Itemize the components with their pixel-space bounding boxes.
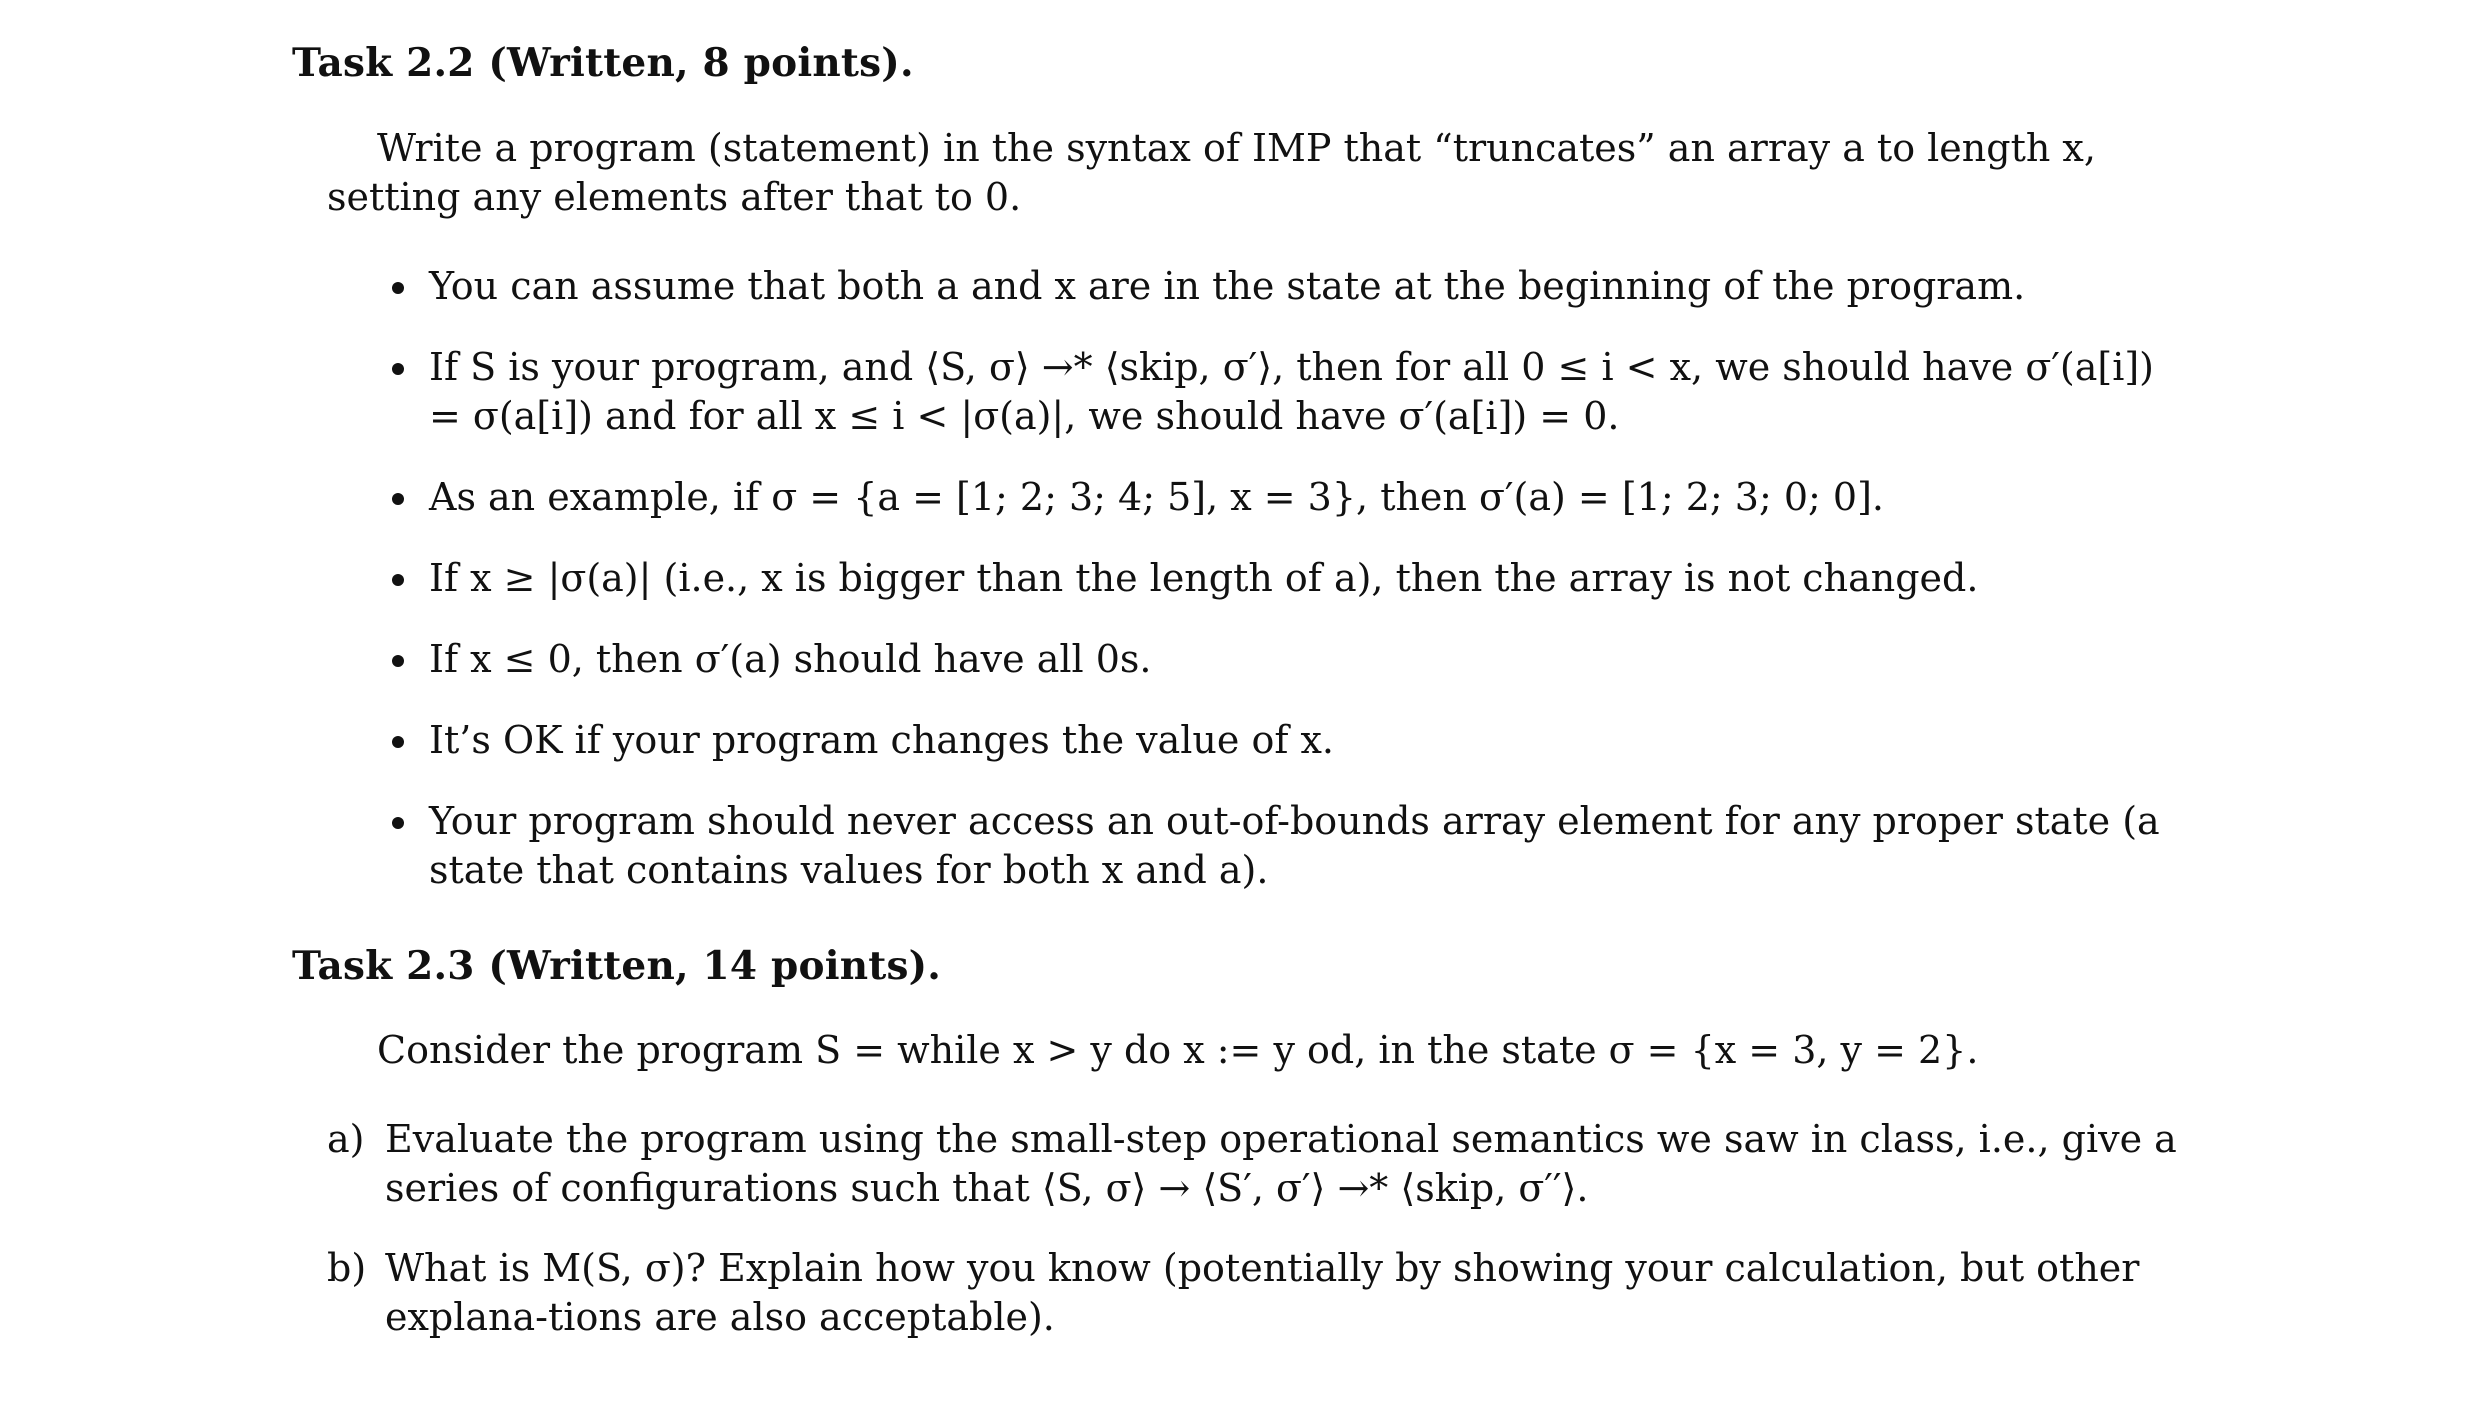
- bullet-icon: [392, 655, 404, 667]
- task-2-3-heading: Task 2.3 (Written, 14 points).: [292, 943, 942, 989]
- bullet-text: It’s OK if your program changes the value of x.: [429, 718, 1334, 762]
- bullet-text: If x ≥ |σ(a)| (i.e., x is bigger than the length of a), then the array is not changed.: [429, 556, 1979, 600]
- bullet-text: If x ≤ 0, then σ′(a) should have all 0s.: [429, 637, 1152, 681]
- task-2-2-requirements: [392, 262, 2187, 927]
- list-item: [392, 554, 2187, 603]
- bullet-text: If S is your program, and ⟨S, σ⟩ →* ⟨skip, σ′⟩, then for all 0 ≤ i < x, we should have σ′(a[i]) = σ(a[i]) and for all x ≤ i < |σ(a)|, we should have σ′(a[i]) = 0.: [429, 345, 2155, 438]
- list-item: [392, 262, 2187, 311]
- bullet-icon: [392, 817, 404, 829]
- bullet-icon: [392, 282, 404, 294]
- task-2-2-intro: Write a program (statement) in the syntax of IMP that “truncates” an array a to length x, setting any elements after that to 0.: [327, 126, 2096, 219]
- part-text: Evaluate the program using the small-step operational semantics we saw in class, i.e., give a series of configurations such that ⟨S, σ⟩ → ⟨S′, σ′⟩ →* ⟨skip, σ′′⟩.: [385, 1117, 2177, 1210]
- list-item: [392, 797, 2187, 895]
- task-2-3-intro: Consider the program S = while x > y do x := y od, in the state σ = {x = 3, y = 2}.: [377, 1028, 1979, 1072]
- part-text: What is M(S, σ)? Explain how you know (potentially by showing your calculation, but other explana-tions are also acceptable).: [385, 1246, 2140, 1339]
- bullet-icon: [392, 736, 404, 748]
- part-label: b): [327, 1246, 367, 1290]
- list-item: [392, 343, 2187, 441]
- bullet-icon: [392, 363, 404, 375]
- list-item: [392, 473, 2187, 522]
- task-2-2-heading: Task 2.2 (Written, 8 points).: [292, 40, 914, 86]
- bullet-icon: [392, 574, 404, 586]
- list-item: [392, 635, 2187, 684]
- bullet-text: Your program should never access an out-of-bounds array element for any proper state (a state that contains values for both x and a).: [429, 799, 2160, 892]
- part-label: a): [327, 1117, 365, 1161]
- bullet-text: You can assume that both a and x are in the state at the beginning of the program.: [429, 264, 2026, 308]
- list-item: [392, 716, 2187, 765]
- task-2-3-part-b: [327, 1244, 2189, 1342]
- task-2-3-part-a: [327, 1115, 2189, 1213]
- bullet-text: As an example, if σ = {a = [1; 2; 3; 4; 5], x = 3}, then σ′(a) = [1; 2; 3; 0; 0].: [429, 475, 1884, 519]
- bullet-icon: [392, 493, 404, 505]
